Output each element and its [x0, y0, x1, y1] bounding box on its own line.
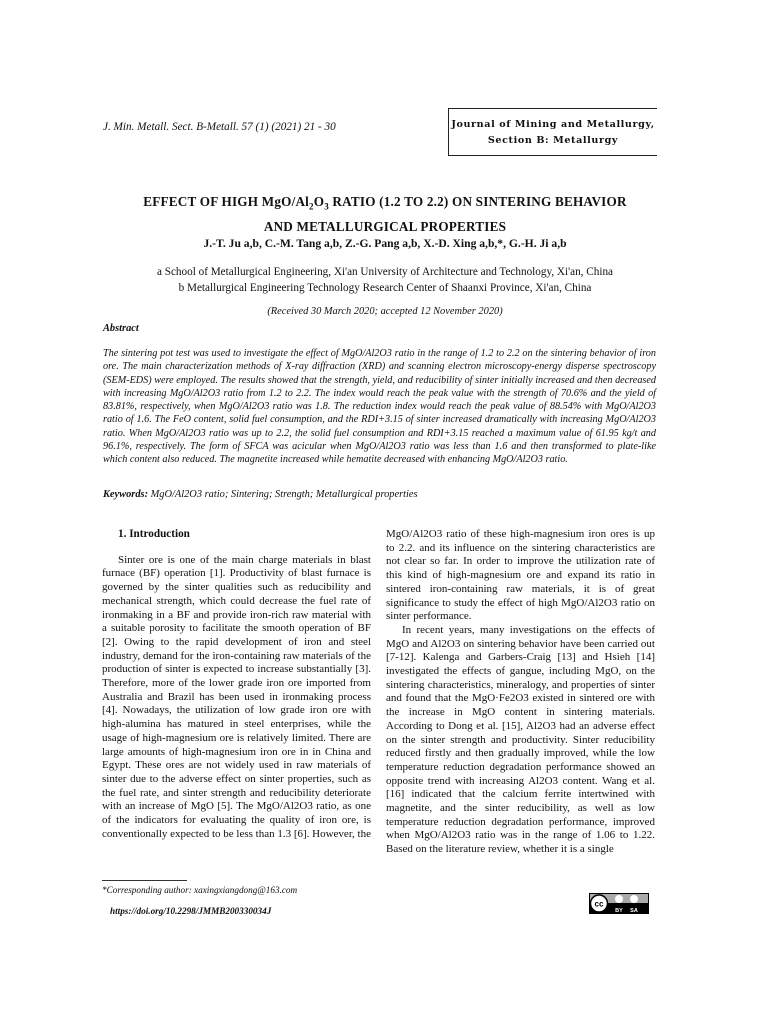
paper-title [90, 192, 680, 236]
title-line2: AND METALLURGICAL PROPERTIES [263, 218, 507, 234]
sa-share-icon [630, 895, 638, 903]
right-column [386, 528, 655, 857]
svg-text:cc: cc [594, 899, 604, 909]
paragraph: Sinter ore is one of the main charge materials in blast furnace (BF) operation [1]. Productivity of blast furnace is governed by the sinter qualities such as reducibility and mechanical strength, which could decrease the fuel rate of ironmaking in a BF and provide iron-rich raw material with a suitable porosity to facilitate the smooth operation of BF [2]. Owing to the rapid development of iron and steel industry, demand for the iron-containing raw materials of the production of sinter is expected to increase substantially [3]. Therefore, more of the lower grade iron ore imported from Australia and Brazil has been used in ironmaking process [4]. Nowadays, the utilization of low grade iron ore with high-alumina has matured in steel enterprises, while the usage of high-magnesium ore is relatively limited. There are large amounts of high-magnesium iron ore in in China and Egypt. These ores are not widely used in raw materials of sinter due to the adverse effect on sinter properties, such as the fuel rate, and sinter strength and reducibility deteriorate with an increase of MgO [5]. The MgO/Al2O3 ratio, as one of the indicators for evaluating the quality of iron ore, is conventionally expected to be less than 1.3 [6]. However, the [102, 553, 371, 840]
paragraph: In recent years, many investigations on the effects of MgO and Al2O3 on sintering behavior have been carried out [7-12]. Kalenga and Garbers-Craig [13] and Hsieh [14] investigated the effects of gangue, including MgO, on the sintering characteristics, mineralogy, and properties of sinter and found that the MgO·Fe2O3 existed in sintered ore with the increase in MgO content in sintering materials. According to Dong et al. [15], Al2O3 had an adverse effect on the sinter strength and productivity. Sinter reducibility reduced firstly and then gradually improved, while the low temperature reduction degradation performance showed an opposite trend with increasing Al2O3 content. Wang et al. [16] indicated that the calcium ferrite intertwined with magnetite, and the sinter reducibility, as well as low temperature reduction degradation performance, improved when MgO/Al2O3 ratio was in the range of 1.06 to 1.22. Based on the literature review, whether it is a single [386, 623, 655, 856]
received-dates: (Received 30 March 2020; accepted 12 November 2020) [267, 306, 503, 317]
cc-by-sa-license-icon[interactable] [589, 893, 649, 914]
affiliation-b: b Metallurgical Engineering Technology Research Center of Shaanxi Province, Xi'an, China [178, 282, 592, 294]
abstract-heading: Abstract [103, 323, 139, 334]
by-person-icon [615, 895, 623, 903]
paragraph: MgO/Al2O3 ratio of these high-magnesium iron ores is up to 2.2. and its influence on the sintering characteristics are not clear so far. In order to improve the utilization rate of this kind of high-magnesium ore and expand its ratio in sintered iron-containing raw materials, it is of great significance to study the effect of high MgO/Al2O3 ratio on sinter performance. [386, 528, 655, 623]
title-part: RATIO (1.2 TO 2.2) ON SINTERING BEHAVIOR [328, 194, 627, 209]
journal-name-box [448, 108, 657, 156]
title-part: EFFECT OF HIGH MgO/Al [143, 194, 310, 209]
section-heading: 1. Introduction [118, 528, 190, 540]
left-column [102, 528, 371, 841]
footnote-divider [102, 880, 187, 881]
citation: J. Min. Metall. Sect. B-Metall. 57 (1) (2021) 21 - 30 [103, 121, 336, 133]
license-by-label: BY [615, 908, 623, 914]
journal-name-line2: Section B: Metallurgy [487, 135, 619, 146]
keywords-list: MgO/Al2O3 ratio; Sintering; Strength; Metallurgical properties [150, 489, 418, 500]
abstract-body: The sintering pot test was used to investigate the effect of MgO/Al2O3 ratio in the range of 1.2 to 2.2 on the sintering behavior of iron ore. The main characterization methods of X-ray diffraction (XRD) and scanning electron microscopy-energy disperse spectroscopy (SEM-EDS) were employed. The results showed that the strength, yield, and reducibility of sinter initially increased and then decreased with increasing MgO/Al2O3 ratio from 1.2 to 2.2. The index would reach the peak value with the strength of 70.6% and the yield of 83.81%, respectively, when MgO/Al2O3 ratio was 1.8. The reduction index would reach the peak value of 88.54% with MgO/Al2O3 ratio of 1.6. The FeO content, solid fuel consumption, and the RDI+3.15 of sinter increased dramatically with increasing MgO/Al2O3 ratio. When MgO/Al2O3 ratio was up to 2.2, the solid fuel consumption and RDI+3.15 reached a maximum value of 61.95 kg/t and 96.1%, respectively. The form of SFCA was acicular when MgO/Al2O3 ratio was less than 1.6 and then transformed to plate-like which content also reduced. The magnetite increased while hematite decreased with enhancing MgO/Al2O3 ratio. [103, 348, 656, 466]
authors: J.-T. Ju a,b, C.-M. Tang a,b, Z.-G. Pang a,b, X.-D. Xing a,b,*, G.-H. Ji a,b [203, 237, 567, 250]
title-subscript: 2 [309, 201, 314, 212]
journal-name-line1: Journal of Mining and Metallurgy, [451, 119, 655, 130]
keywords-label: Keywords: [103, 489, 149, 500]
title-part: O [313, 194, 325, 209]
doi-link[interactable]: https://doi.org/10.2298/JMMB200330034J [110, 906, 272, 916]
affiliation-a: a School of Metallurgical Engineering, Xi'an University of Architecture and Technology, Xi'an, China [156, 266, 613, 278]
license-sa-label: SA [630, 908, 638, 914]
title-subscript: 3 [324, 201, 329, 212]
corresponding-author-footnote: *Corresponding author: xaxingxiangdong@163.com [102, 885, 298, 895]
keywords [103, 489, 656, 500]
